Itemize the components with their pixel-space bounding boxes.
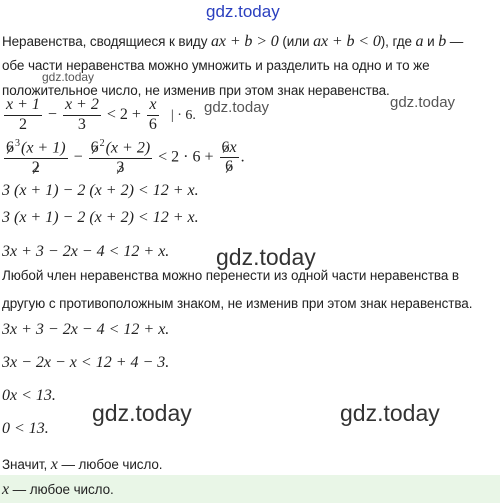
conclusion-var: x bbox=[50, 456, 58, 473]
fraction-2: $\frac{x + 2}{3}$ bbox=[64, 96, 99, 133]
watermark-5: gdz.today bbox=[92, 400, 192, 426]
conclusion-prefix: Значит, bbox=[2, 457, 51, 472]
intro-math-2: ax + b < 0 bbox=[313, 33, 381, 50]
answer-line bbox=[2, 481, 114, 499]
watermark-4: gdz.today bbox=[216, 244, 316, 270]
intro-var-a: a bbox=[415, 33, 424, 50]
intro-line-3: положительное число, не изменив при этом знак неравенства. bbox=[2, 83, 390, 98]
answer-suffix: — любое число. bbox=[9, 482, 114, 497]
equation-2 bbox=[2, 139, 245, 177]
step-1: 3 (x + 1) − 2 (x + 2) < 12 + x. bbox=[2, 182, 199, 199]
watermark-6: gdz.today bbox=[340, 400, 440, 426]
eq1-rel: < 2 + bbox=[106, 105, 141, 123]
conclusion-line bbox=[2, 456, 162, 474]
conclusion-suffix: — любое число. bbox=[57, 457, 163, 472]
step-6: 0x < 13. bbox=[2, 387, 56, 404]
fraction-cancel-3: $\frac{6x}{6}$ bbox=[221, 138, 237, 176]
answer-var: x bbox=[2, 481, 10, 498]
step-2: 3 (x + 1) − 2 (x + 2) < 12 + x. bbox=[2, 209, 199, 226]
step-7: 0 < 13. bbox=[2, 420, 49, 437]
fraction-cancel-1: $\frac{6^3(x + 1)}{2}$ bbox=[6, 138, 66, 177]
watermark-top: gdz.today bbox=[206, 2, 280, 21]
intro-text-d: — bbox=[446, 34, 464, 49]
step-3: 3x + 3 − 2x − 4 < 12 + x. bbox=[2, 243, 170, 260]
intro-text-b: (или bbox=[278, 34, 314, 49]
rule-line-1: Любой член неравенства можно перенести из одной части неравенства в bbox=[2, 268, 459, 283]
intro-text-and: и bbox=[423, 34, 439, 49]
intro-text-a: Неравенства, сводящиеся к виду bbox=[2, 34, 212, 49]
intro-math-1: ax + b > 0 bbox=[211, 33, 279, 50]
watermark-1: gdz.today bbox=[42, 70, 95, 84]
intro-line-2: обе части неравенства можно умножить и разделить на одно и то же bbox=[2, 58, 430, 73]
eq2-end: . bbox=[240, 148, 245, 166]
eq1-mult: | · 6. bbox=[170, 107, 196, 123]
eq2-mid: < 2 · 6 + bbox=[158, 148, 214, 166]
intro-text-c: ), где bbox=[380, 34, 416, 49]
intro-line-1 bbox=[2, 33, 463, 51]
intro-var-b: b bbox=[438, 33, 447, 50]
eq2-op: − bbox=[73, 148, 83, 166]
eq1-op: − bbox=[47, 105, 57, 123]
equation-1 bbox=[2, 97, 196, 134]
watermark-3: gdz.today bbox=[390, 94, 456, 111]
step-4: 3x + 3 − 2x − 4 < 12 + x. bbox=[2, 321, 170, 338]
watermark-2: gdz.today bbox=[204, 99, 270, 116]
rule-line-2: другую с противоположным знаком, не изменив при этом знак неравенства. bbox=[2, 296, 473, 311]
fraction-3: $\frac{x}{6}$ bbox=[148, 96, 157, 133]
fraction-cancel-2: $\frac{6^2(x + 2)}{3}$ bbox=[90, 138, 151, 177]
fraction-1: $\frac{x + 1}{2}$ bbox=[6, 96, 40, 133]
step-5: 3x − 2x − x < 12 + 4 − 3. bbox=[2, 354, 170, 371]
